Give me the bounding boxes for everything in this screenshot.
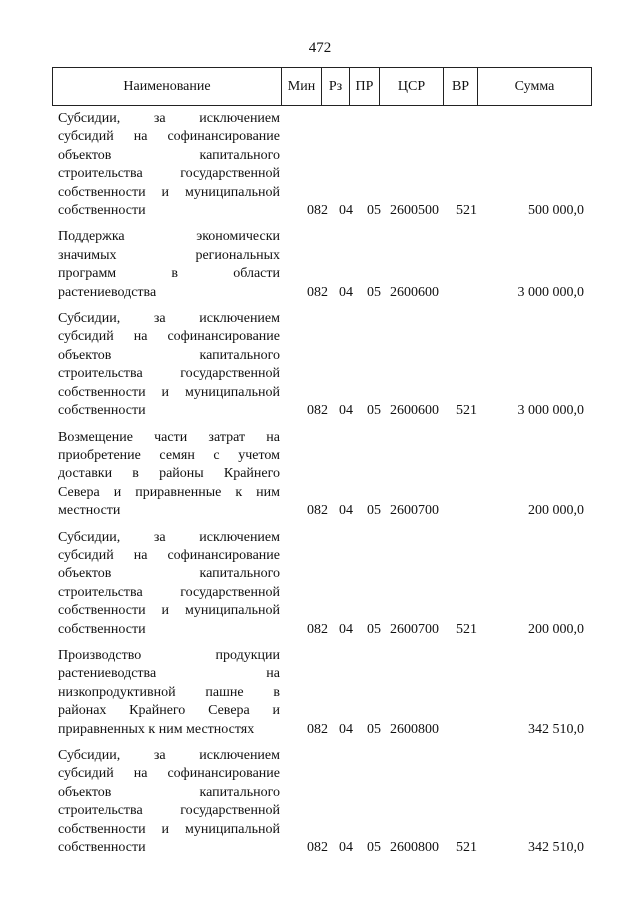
description-line: объектов капитального <box>58 784 280 800</box>
description-line: собственности и муниципальной <box>58 184 280 200</box>
row-min: 082 <box>307 284 328 300</box>
description-line: доставки в районы Крайнего <box>58 466 280 482</box>
row-csr: 2600800 <box>390 721 439 737</box>
description-line: растениеводства <box>58 284 157 300</box>
description-line: Субсидии, за исключением <box>58 111 280 126</box>
description-line: собственности <box>58 403 146 419</box>
row-rz: 04 <box>339 203 353 219</box>
description-line: собственности и муниципальной <box>58 384 280 400</box>
row-csr: 2600700 <box>390 503 439 519</box>
description-line: низкопродуктивной пашне в <box>58 684 280 700</box>
row-vr: 521 <box>456 840 477 856</box>
description-line: собственности <box>58 621 146 637</box>
description-line: приобретение семян с учетом <box>58 447 280 463</box>
table-row <box>52 110 590 220</box>
row-vr: 521 <box>456 203 477 219</box>
description-line: Поддержка экономически <box>58 229 280 245</box>
description-line: Субсидии, за исключением <box>58 748 280 763</box>
row-description <box>52 228 280 302</box>
header-pr: ПР <box>349 68 379 105</box>
description-line: Субсидии, за исключением <box>58 311 280 327</box>
row-min: 082 <box>307 203 328 219</box>
row-pr: 05 <box>367 721 381 737</box>
table-row <box>52 429 590 521</box>
row-pr: 05 <box>367 840 381 856</box>
row-description <box>52 647 280 739</box>
description-line: строительства государственной <box>58 366 280 382</box>
description-line: собственности <box>58 840 146 856</box>
row-sum: 342 510,0 <box>528 721 584 737</box>
row-description <box>52 429 280 521</box>
row-csr: 2600600 <box>390 403 439 419</box>
row-min: 082 <box>307 840 328 856</box>
description-line: субсидий на софинансирование <box>58 766 280 782</box>
row-pr: 05 <box>367 284 381 300</box>
description-line: собственности и муниципальной <box>58 603 280 619</box>
row-csr: 2600600 <box>390 284 439 300</box>
table-row <box>52 310 590 420</box>
description-line: строительства государственной <box>58 166 280 182</box>
row-sum: 342 510,0 <box>528 840 584 856</box>
row-rz: 04 <box>339 840 353 856</box>
row-min: 082 <box>307 403 328 419</box>
table-body <box>52 104 590 857</box>
row-pr: 05 <box>367 621 381 637</box>
header-name: Наименование <box>123 78 211 94</box>
row-vr: 521 <box>456 403 477 419</box>
description-line: объектов капитального <box>58 147 280 163</box>
table-row <box>52 529 590 639</box>
row-rz: 04 <box>339 403 353 419</box>
description-line: строительства государственной <box>58 584 280 600</box>
row-rz: 04 <box>339 621 353 637</box>
row-pr: 05 <box>367 203 381 219</box>
description-line: субсидий на софинансирование <box>58 329 280 345</box>
row-csr: 2600500 <box>390 203 439 219</box>
description-line: растениеводства на <box>58 666 280 682</box>
description-line: значимых региональных <box>58 247 280 263</box>
description-line: программ в области <box>58 266 280 282</box>
row-rz: 04 <box>339 284 353 300</box>
header-min: Мин <box>281 68 321 105</box>
description-line: районах Крайнего Севера и <box>58 703 280 719</box>
description-line: объектов капитального <box>58 566 280 582</box>
description-line: Субсидии, за исключением <box>58 529 280 545</box>
row-pr: 05 <box>367 403 381 419</box>
row-sum: 200 000,0 <box>528 621 584 637</box>
header-rz: Рз <box>321 68 349 105</box>
row-min: 082 <box>307 503 328 519</box>
description-line: субсидий на софинансирование <box>58 129 280 145</box>
row-description <box>52 110 280 220</box>
description-line: приравненных к ним местностях <box>58 721 255 737</box>
row-pr: 05 <box>367 503 381 519</box>
row-sum: 3 000 000,0 <box>517 403 584 419</box>
description-line: объектов капитального <box>58 347 280 363</box>
row-min: 082 <box>307 721 328 737</box>
header-csr: ЦСР <box>379 68 443 105</box>
description-line: собственности и муниципальной <box>58 821 280 837</box>
description-line: Севера и приравненные к ним <box>58 484 280 500</box>
description-line: Возмещение части затрат на <box>58 429 280 445</box>
table-row <box>52 228 590 302</box>
table-row <box>52 647 590 739</box>
header-vr: ВР <box>443 68 477 105</box>
header-sum: Сумма <box>477 68 591 105</box>
row-sum: 200 000,0 <box>528 503 584 519</box>
row-sum: 3 000 000,0 <box>517 284 584 300</box>
row-csr: 2600700 <box>390 621 439 637</box>
table-row <box>52 747 590 857</box>
row-vr: 521 <box>456 621 477 637</box>
description-line: собственности <box>58 203 146 219</box>
row-description <box>52 529 280 639</box>
row-csr: 2600800 <box>390 840 439 856</box>
row-description <box>52 310 280 420</box>
description-line: субсидий на софинансирование <box>58 547 280 563</box>
description-line: Производство продукции <box>58 647 280 663</box>
page-number: 472 <box>308 40 332 56</box>
table-header <box>52 67 592 106</box>
row-rz: 04 <box>339 503 353 519</box>
row-rz: 04 <box>339 721 353 737</box>
row-description <box>52 747 280 857</box>
description-line: местности <box>58 503 121 519</box>
row-min: 082 <box>307 621 328 637</box>
description-line: строительства государственной <box>58 803 280 819</box>
row-sum: 500 000,0 <box>528 203 584 219</box>
